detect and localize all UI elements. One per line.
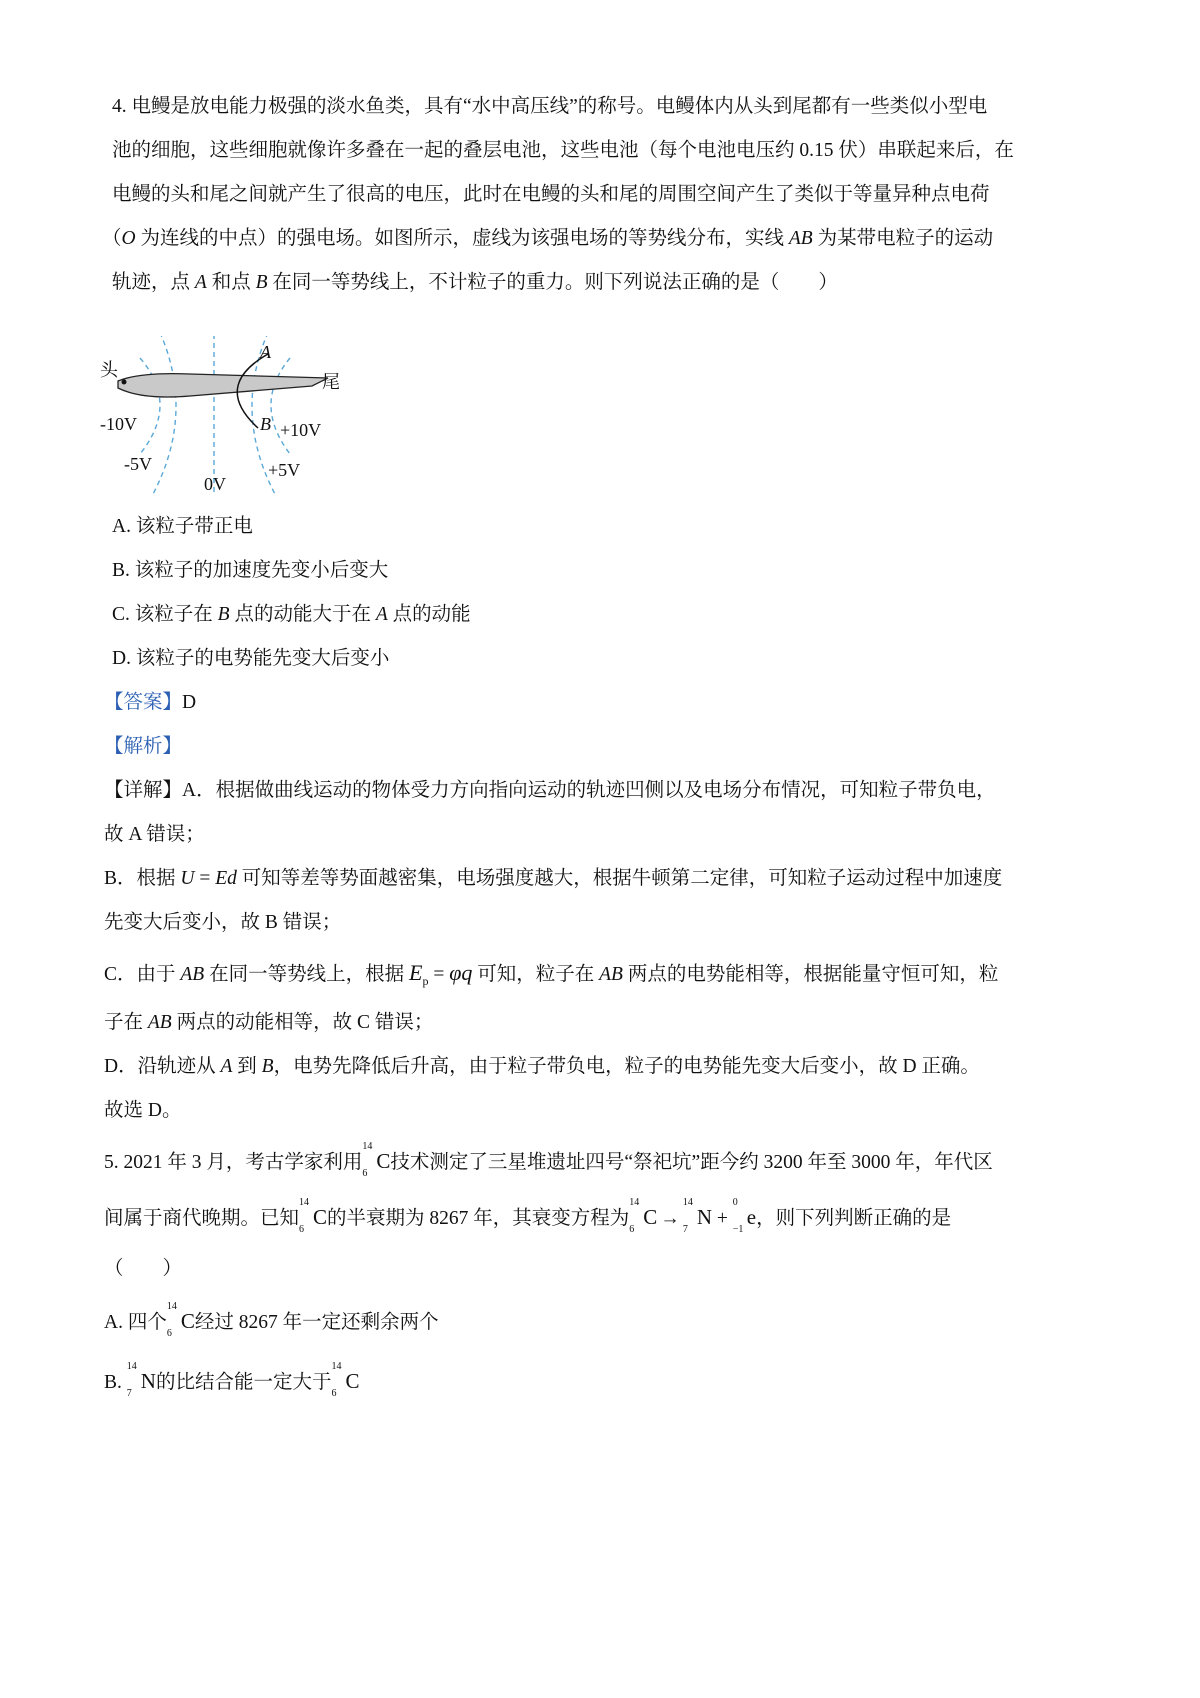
var-ab: AB [147,1012,172,1033]
var-u: U [180,868,195,889]
element-symbol: C [180,1309,195,1333]
label-plus5v: +5V [268,460,301,480]
text: 轨迹，点 [112,272,195,293]
eel-eye [122,380,127,385]
text: C. 该粒子在 [112,604,218,625]
text: 点的动能大于在 [229,604,376,625]
text: 两点的动能相等，故 C 错误； [171,1012,434,1033]
element-symbol: C [376,1149,391,1173]
eel-body [118,374,328,397]
q5-option-b [104,1361,360,1399]
q4-option-d: D. 该粒子的电势能先变大后变小 [112,648,390,669]
text: 经过 8267 年一定还剩余两个 [194,1312,439,1333]
q4-stem-line-5 [112,270,838,296]
element-symbol: C [345,1369,360,1393]
label-tail: 尾 [322,372,340,392]
element-symbol: N [696,1205,712,1229]
var-a: A [220,1056,233,1077]
text: 的比结合能一定大于 [155,1372,332,1393]
text: B. [104,1372,127,1393]
text: 为某带电粒子的运动 [812,228,994,249]
q4-stem-line-4 [102,226,993,252]
element-symbol: C [313,1205,328,1229]
text: C．由于 [104,964,181,985]
mass-number: 0 [732,1197,738,1208]
q4-option-a: A. 该粒子带正电 [112,516,253,537]
text: 的半衰期为 8267 年，其衰变方程为 [327,1208,630,1229]
atomic-number: 6 [629,1224,635,1235]
q4-detail-b-line-2: 先变大后变小，故 B 错误； [104,912,342,933]
text: ，则下列判断正确的是 [756,1208,952,1229]
mass-number: 14 [362,1141,373,1152]
mass-number: 14 [299,1197,310,1208]
label-plus10v: +10V [280,420,322,440]
q4-answer [104,690,196,716]
var-e: E [408,960,423,985]
q4-option-b: B. 该粒子的加速度先变小后变大 [112,560,389,581]
q4-detail-b-line-1 [104,866,1002,892]
atomic-number: 7 [126,1388,132,1399]
q5-stem-line-2 [104,1197,952,1235]
text: A. 四个 [104,1312,167,1333]
label-zero-v: 0V [204,474,226,494]
text: D．沿轨迹从 [104,1056,221,1077]
text: 两点的电势能相等，根据能量守恒可知，粒 [622,964,999,985]
text: 和点 [206,272,256,293]
equipotential-minus10 [140,358,160,454]
element-symbol: N [140,1369,156,1393]
mass-number: 14 [629,1197,640,1208]
q5-stem-line-1 [104,1141,993,1179]
q5-option-a [104,1301,439,1339]
label-minus10v: -10V [100,414,137,434]
q4-stem-line-3: 电鳗的头和尾之间就产生了很高的电压，此时在电鳗的头和尾的周围空间产生了类似于等量异种点电荷 [112,184,990,205]
text: 可知，粒子在 [472,964,600,985]
equipotential-minus5 [152,336,176,496]
q4-analysis-tag: 【解析】 [104,736,183,757]
particle-electron [732,1197,757,1235]
text: ，电势先降低后升高，由于粒子带负电，粒子的电势能先变大后变小，故 D 正确。 [273,1056,980,1077]
element-symbol: C [643,1205,658,1229]
text: 在同一等势线上，根据 [204,964,409,985]
var-ab: AB [599,964,623,985]
nuclide-n14 [126,1361,156,1399]
q4-detail-line-2: 故 A 错误； [104,824,205,845]
mass-number: 14 [331,1361,342,1372]
q4-detail-line-1: 【详解】A．根据做曲线运动的物体受力方向指向运动的轨迹凹侧以及电场分布情况，可知粒子带负电， [104,780,996,801]
plus: + [711,1208,733,1229]
answer-tag: 【答案】 [104,692,183,713]
text: 技术测定了三星堆遗址四号“祭祀坑”距今约 3200 年至 3000 年，年代区 [390,1152,993,1173]
text: 间属于商代晚期。已知 [104,1208,300,1229]
q4-option-c [112,602,471,628]
text: 到 [232,1056,262,1077]
q4-stem-line-1: 4. 电鳗是放电能力极强的淡水鱼类，具有“水中高压线”的称号。电鳗体内从头到尾都有一些类似小型电 [112,96,988,117]
mass-number: 14 [682,1197,693,1208]
q4-detail-d-line [104,1054,980,1080]
label-minus5v: -5V [124,454,152,474]
atomic-number: 7 [682,1224,688,1235]
equals: = [194,868,216,889]
nuclide-n14 [682,1197,712,1235]
var-b: B [217,604,230,625]
text: 5. 2021 年 3 月，考古学家利用 [104,1152,363,1173]
var-ab: AB [180,964,205,985]
answer-value: D [182,692,197,713]
text: 在同一等势线上，不计粒子的重力。则下列说法正确的是（ ） [267,272,838,293]
nuclide-c14 [166,1301,195,1339]
equals: = [428,964,450,985]
q4-stem-line-2: 池的细胞，这些细胞就像许多叠在一起的叠层电池，这些电池（每个电池电压约 0.15 伏）串联起来后，在 [112,140,1014,161]
particle-symbol: e [746,1205,757,1229]
var-phiq: φq [449,960,473,985]
nuclide-c14 [331,1361,360,1399]
atomic-number: 6 [362,1168,368,1179]
nuclide-c14 [629,1197,658,1235]
var-b: B [261,1056,274,1077]
charge-number: −1 [732,1224,744,1235]
text: 为连线的中点）的强电场。如图所示，虚线为该强电场的等势线分布，实线 [135,228,789,249]
q5-stem-line-3: （ ） [104,1258,183,1279]
var-a: A [375,604,388,625]
text: 可知等差等势面越密集，电场强度越大，根据牛顿第二定律，可知粒子运动过程中加速度 [236,868,1003,889]
nuclide-c14 [362,1141,391,1179]
mass-number: 14 [166,1301,177,1312]
var-ab: AB [788,228,813,249]
q4-choose: 故选 D。 [104,1100,182,1121]
var-ed: Ed [215,868,237,889]
var-b: B [255,272,268,293]
atomic-number: 6 [331,1388,337,1399]
q4-detail-c-line-2 [104,1010,433,1036]
reaction-arrow: → [660,1208,680,1229]
text: 子在 [104,1012,148,1033]
label-a: A [260,342,271,362]
text: B．根据 [104,868,181,889]
text: （ [102,228,122,249]
atomic-number: 6 [299,1224,305,1235]
var-o: O [121,228,136,249]
atomic-number: 6 [166,1328,172,1339]
subscript-p: p [422,973,429,988]
text: 点的动能 [387,604,471,625]
label-head: 头 [100,360,118,380]
q4-detail-c-line-1 [104,960,998,994]
var-a: A [194,272,207,293]
nuclide-c14 [299,1197,328,1235]
label-b: B [260,414,271,434]
mass-number: 14 [126,1361,137,1372]
